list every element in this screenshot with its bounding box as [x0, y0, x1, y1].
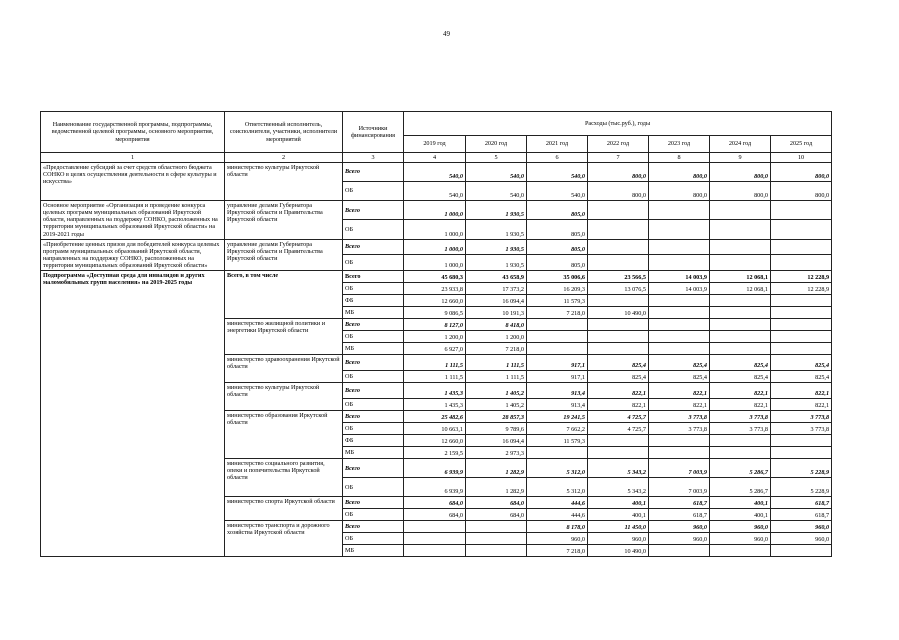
- amount-cell: 1 435,3: [404, 399, 466, 411]
- amount-cell: 3 773,8: [649, 411, 710, 423]
- funding-source: Всего: [343, 521, 404, 533]
- amount-cell: 960,0: [649, 533, 710, 545]
- funding-source: Всего: [343, 411, 404, 423]
- amount-cell: [710, 435, 771, 447]
- amount-cell: 1 930,5: [466, 201, 527, 220]
- amount-cell: 1 200,0: [466, 331, 527, 343]
- amount-cell: 960,0: [710, 533, 771, 545]
- amount-cell: 825,4: [649, 355, 710, 371]
- funding-source: Всего: [343, 497, 404, 509]
- amount-cell: 9 789,6: [466, 423, 527, 435]
- amount-cell: [404, 545, 466, 557]
- amount-cell: 800,0: [710, 163, 771, 182]
- amount-cell: [527, 343, 588, 355]
- amount-cell: 12 068,1: [710, 283, 771, 295]
- amount-cell: 7 218,0: [527, 545, 588, 557]
- amount-cell: 825,4: [771, 355, 832, 371]
- amount-cell: 5 343,2: [588, 459, 649, 478]
- header-responsible: Ответственный исполнитель, соисполнители, участники, исполнители мероприятий: [225, 112, 343, 153]
- amount-cell: 540,0: [404, 163, 466, 182]
- header-expenses: Расходы (тыс.руб.), годы: [404, 112, 832, 136]
- amount-cell: 5 343,2: [588, 478, 649, 497]
- amount-cell: [771, 201, 832, 220]
- amount-cell: [649, 545, 710, 557]
- column-number: 2: [225, 153, 343, 163]
- funding-source: Всего: [343, 383, 404, 399]
- amount-cell: [710, 255, 771, 271]
- amount-cell: 822,1: [588, 399, 649, 411]
- amount-cell: 11 579,3: [527, 435, 588, 447]
- amount-cell: [771, 319, 832, 331]
- header-year: 2019 год: [404, 135, 466, 152]
- amount-cell: [527, 447, 588, 459]
- executor-name: министерство культуры Иркутской области: [225, 163, 343, 201]
- amount-cell: 7 218,0: [527, 307, 588, 319]
- amount-cell: 825,4: [710, 355, 771, 371]
- funding-source: Всего: [343, 319, 404, 331]
- amount-cell: 1 111,5: [466, 355, 527, 371]
- amount-cell: [771, 331, 832, 343]
- column-number: 5: [466, 153, 527, 163]
- amount-cell: 800,0: [771, 163, 832, 182]
- column-number: 4: [404, 153, 466, 163]
- executor-name: министерство спорта Иркутской области: [225, 497, 343, 521]
- amount-cell: 1 930,5: [466, 255, 527, 271]
- funding-source: ОБ: [343, 182, 404, 201]
- amount-cell: 11 450,0: [588, 521, 649, 533]
- amount-cell: 1 282,9: [466, 459, 527, 478]
- amount-cell: 684,0: [404, 509, 466, 521]
- executor-name: управление делами Губернатора Иркутской области и Правительства Иркутской области: [225, 239, 343, 271]
- amount-cell: 6 939,9: [404, 478, 466, 497]
- amount-cell: 805,0: [527, 239, 588, 255]
- amount-cell: 400,1: [588, 509, 649, 521]
- amount-cell: [466, 533, 527, 545]
- measure-name: «Предоставление субсидий за счет средств областного бюджета СОНКО в целях осуществления деятельности в сфере культуры и искусства»: [41, 163, 225, 201]
- funding-source: ОБ: [343, 220, 404, 239]
- funding-source: Всего: [343, 271, 404, 283]
- funding-source: ОБ: [343, 255, 404, 271]
- column-number: 10: [771, 153, 832, 163]
- amount-cell: 618,7: [771, 497, 832, 509]
- amount-cell: [588, 343, 649, 355]
- funding-source: ОБ: [343, 533, 404, 545]
- executor-name: управление делами Губернатора Иркутской области и Правительства Иркутской области: [225, 201, 343, 240]
- amount-cell: 917,1: [527, 355, 588, 371]
- amount-cell: 6 939,9: [404, 459, 466, 478]
- amount-cell: 684,0: [404, 497, 466, 509]
- amount-cell: 3 773,8: [771, 411, 832, 423]
- amount-cell: 11 579,3: [527, 295, 588, 307]
- amount-cell: 14 003,9: [649, 271, 710, 283]
- amount-cell: [771, 239, 832, 255]
- amount-cell: 800,0: [710, 182, 771, 201]
- amount-cell: [710, 447, 771, 459]
- amount-cell: 822,1: [588, 383, 649, 399]
- amount-cell: 822,1: [771, 383, 832, 399]
- funding-source: МБ: [343, 447, 404, 459]
- header-year: 2020 год: [466, 135, 527, 152]
- amount-cell: 618,7: [771, 509, 832, 521]
- amount-cell: [649, 239, 710, 255]
- amount-cell: 913,4: [527, 383, 588, 399]
- executor-name: министерство транспорта и дорожного хозяйства Иркутской области: [225, 521, 343, 557]
- amount-cell: [404, 533, 466, 545]
- amount-cell: [771, 447, 832, 459]
- amount-cell: [771, 307, 832, 319]
- table-body: [41, 112, 832, 557]
- amount-cell: 12 660,0: [404, 295, 466, 307]
- amount-cell: 8 178,0: [527, 521, 588, 533]
- amount-cell: 14 003,9: [649, 283, 710, 295]
- funding-source: Всего: [343, 355, 404, 371]
- amount-cell: 822,1: [710, 399, 771, 411]
- header-year: 2024 год: [710, 135, 771, 152]
- amount-cell: 400,1: [588, 497, 649, 509]
- amount-cell: 684,0: [466, 509, 527, 521]
- amount-cell: 5 286,7: [710, 478, 771, 497]
- amount-cell: 444,6: [527, 497, 588, 509]
- amount-cell: [588, 220, 649, 239]
- amount-cell: 1 930,5: [466, 239, 527, 255]
- funding-source: ФБ: [343, 295, 404, 307]
- amount-cell: 540,0: [466, 163, 527, 182]
- amount-cell: 800,0: [771, 182, 832, 201]
- amount-cell: [649, 343, 710, 355]
- amount-cell: 618,7: [649, 509, 710, 521]
- amount-cell: 5 228,9: [771, 478, 832, 497]
- amount-cell: 618,7: [649, 497, 710, 509]
- table-row: [41, 271, 832, 283]
- column-number: 7: [588, 153, 649, 163]
- amount-cell: 822,1: [710, 383, 771, 399]
- amount-cell: 960,0: [710, 521, 771, 533]
- amount-cell: 1 111,5: [404, 371, 466, 383]
- amount-cell: 1 111,5: [466, 371, 527, 383]
- header-name: Наименование государственной программы, подпрограммы, ведомственной целевой программы, основного мероприятия, мероприятия: [41, 112, 225, 153]
- amount-cell: 1 282,9: [466, 478, 527, 497]
- amount-cell: 4 725,7: [588, 423, 649, 435]
- amount-cell: 540,0: [527, 182, 588, 201]
- amount-cell: 7 003,9: [649, 459, 710, 478]
- amount-cell: 10 490,0: [588, 307, 649, 319]
- amount-cell: 17 373,2: [466, 283, 527, 295]
- header-row-1: [41, 112, 832, 136]
- column-number: 8: [649, 153, 710, 163]
- funding-source: ОБ: [343, 331, 404, 343]
- amount-cell: 7 662,2: [527, 423, 588, 435]
- funding-source: ОБ: [343, 509, 404, 521]
- column-number-row: [41, 153, 832, 163]
- funding-source: Всего: [343, 163, 404, 182]
- amount-cell: [404, 521, 466, 533]
- amount-cell: 5 312,0: [527, 478, 588, 497]
- amount-cell: 12 068,1: [710, 271, 771, 283]
- amount-cell: [649, 319, 710, 331]
- amount-cell: 960,0: [649, 521, 710, 533]
- amount-cell: 4 725,7: [588, 411, 649, 423]
- amount-cell: 16 094,4: [466, 435, 527, 447]
- header-year: 2023 год: [649, 135, 710, 152]
- amount-cell: 805,0: [527, 201, 588, 220]
- amount-cell: 5 312,0: [527, 459, 588, 478]
- amount-cell: 960,0: [527, 533, 588, 545]
- amount-cell: [649, 255, 710, 271]
- funding-source: МБ: [343, 307, 404, 319]
- amount-cell: 16 209,3: [527, 283, 588, 295]
- amount-cell: 45 680,3: [404, 271, 466, 283]
- funding-source: ФБ: [343, 435, 404, 447]
- amount-cell: 1 200,0: [404, 331, 466, 343]
- amount-cell: 822,1: [649, 383, 710, 399]
- amount-cell: [588, 447, 649, 459]
- amount-cell: [771, 545, 832, 557]
- amount-cell: 1 405,2: [466, 383, 527, 399]
- amount-cell: 19 241,5: [527, 411, 588, 423]
- amount-cell: 825,4: [588, 355, 649, 371]
- funding-source: ОБ: [343, 478, 404, 497]
- amount-cell: 8 127,0: [404, 319, 466, 331]
- amount-cell: [710, 319, 771, 331]
- amount-cell: 7 218,0: [466, 343, 527, 355]
- amount-cell: 23 933,8: [404, 283, 466, 295]
- amount-cell: [771, 435, 832, 447]
- executor-name: министерство культуры Иркутской области: [225, 383, 343, 411]
- executor-name: министерство жилищной политики и энергетики Иркутской области: [225, 319, 343, 355]
- funding-source: ОБ: [343, 283, 404, 295]
- amount-cell: 825,4: [710, 371, 771, 383]
- executor-name: Всего, в том числе: [225, 271, 343, 319]
- amount-cell: 1 405,2: [466, 399, 527, 411]
- amount-cell: 800,0: [588, 182, 649, 201]
- budget-table: [40, 111, 832, 557]
- amount-cell: 12 228,9: [771, 283, 832, 295]
- amount-cell: 8 418,0: [466, 319, 527, 331]
- amount-cell: [710, 331, 771, 343]
- funding-source: МБ: [343, 545, 404, 557]
- amount-cell: 35 006,6: [527, 271, 588, 283]
- amount-cell: 3 773,8: [710, 411, 771, 423]
- amount-cell: 540,0: [404, 182, 466, 201]
- amount-cell: [649, 307, 710, 319]
- amount-cell: 825,4: [649, 371, 710, 383]
- funding-source: Всего: [343, 239, 404, 255]
- measure-name: Основное мероприятие «Организация и проведение конкурса целевых программ муниципальных образований Иркутской области, направленных на поддержку СОНКО, расположенных на территории муниципальных образований Иркутской области» на 2019-2021 годы: [41, 201, 225, 240]
- amount-cell: 825,4: [771, 371, 832, 383]
- amount-cell: [588, 255, 649, 271]
- amount-cell: [649, 435, 710, 447]
- amount-cell: [710, 545, 771, 557]
- amount-cell: 1 000,0: [404, 255, 466, 271]
- executor-name: министерство образования Иркутской области: [225, 411, 343, 459]
- amount-cell: 12 228,9: [771, 271, 832, 283]
- funding-source: ОБ: [343, 371, 404, 383]
- amount-cell: 28 857,3: [466, 411, 527, 423]
- amount-cell: 822,1: [771, 399, 832, 411]
- amount-cell: [710, 307, 771, 319]
- amount-cell: [771, 220, 832, 239]
- amount-cell: [771, 343, 832, 355]
- amount-cell: [466, 521, 527, 533]
- amount-cell: 960,0: [771, 521, 832, 533]
- amount-cell: 1 000,0: [404, 201, 466, 220]
- executor-name: министерство здравоохранения Иркутской области: [225, 355, 343, 383]
- amount-cell: 1 111,5: [404, 355, 466, 371]
- amount-cell: [649, 331, 710, 343]
- amount-cell: 1 435,3: [404, 383, 466, 399]
- amount-cell: 23 566,5: [588, 271, 649, 283]
- amount-cell: [710, 295, 771, 307]
- amount-cell: [710, 239, 771, 255]
- header-source: Источники финансирования: [343, 112, 404, 153]
- amount-cell: 1 930,5: [466, 220, 527, 239]
- amount-cell: 400,1: [710, 497, 771, 509]
- amount-cell: 400,1: [710, 509, 771, 521]
- measure-name: «Приобретение ценных призов для победителей конкурса целевых программ муниципальных образований Иркутской области, направленных на поддержку СОНКО, расположенных на территории муниципальных образований Иркутской области»: [41, 239, 225, 271]
- amount-cell: 825,4: [588, 371, 649, 383]
- amount-cell: 684,0: [466, 497, 527, 509]
- amount-cell: 5 228,9: [771, 459, 832, 478]
- table-row: [41, 239, 832, 255]
- amount-cell: 5 286,7: [710, 459, 771, 478]
- amount-cell: 805,0: [527, 220, 588, 239]
- amount-cell: 3 773,8: [710, 423, 771, 435]
- amount-cell: 2 159,5: [404, 447, 466, 459]
- measure-name: Подпрограмма «Доступная среда для инвалидов и других маломобильных групп населения» на 2019-2025 годы: [41, 271, 225, 557]
- amount-cell: 43 658,9: [466, 271, 527, 283]
- amount-cell: 10 191,3: [466, 307, 527, 319]
- amount-cell: [771, 255, 832, 271]
- amount-cell: 3 773,8: [649, 423, 710, 435]
- amount-cell: [588, 239, 649, 255]
- amount-cell: [649, 447, 710, 459]
- header-year: 2022 год: [588, 135, 649, 152]
- amount-cell: [588, 435, 649, 447]
- amount-cell: 540,0: [527, 163, 588, 182]
- amount-cell: 7 003,9: [649, 478, 710, 497]
- amount-cell: 1 000,0: [404, 239, 466, 255]
- amount-cell: [527, 331, 588, 343]
- amount-cell: 540,0: [466, 182, 527, 201]
- executor-name: министерство социального развития, опеки и попечительства Иркутской области: [225, 459, 343, 497]
- column-number: 1: [41, 153, 225, 163]
- funding-source: МБ: [343, 343, 404, 355]
- amount-cell: [649, 201, 710, 220]
- amount-cell: 444,6: [527, 509, 588, 521]
- amount-cell: [588, 331, 649, 343]
- amount-cell: 800,0: [588, 163, 649, 182]
- amount-cell: [588, 201, 649, 220]
- amount-cell: [649, 295, 710, 307]
- column-number: 3: [343, 153, 404, 163]
- amount-cell: [710, 343, 771, 355]
- table-row: [41, 163, 832, 182]
- table-row: [41, 201, 832, 220]
- amount-cell: 13 076,5: [588, 283, 649, 295]
- funding-source: ОБ: [343, 399, 404, 411]
- amount-cell: 960,0: [588, 533, 649, 545]
- column-number: 6: [527, 153, 588, 163]
- column-number: 9: [710, 153, 771, 163]
- amount-cell: 913,4: [527, 399, 588, 411]
- header-year: 2021 год: [527, 135, 588, 152]
- amount-cell: 12 660,0: [404, 435, 466, 447]
- amount-cell: 800,0: [649, 182, 710, 201]
- amount-cell: 960,0: [771, 533, 832, 545]
- amount-cell: 805,0: [527, 255, 588, 271]
- amount-cell: 2 973,3: [466, 447, 527, 459]
- amount-cell: 917,1: [527, 371, 588, 383]
- amount-cell: [649, 220, 710, 239]
- amount-cell: [466, 545, 527, 557]
- amount-cell: [588, 295, 649, 307]
- amount-cell: [710, 201, 771, 220]
- amount-cell: 16 094,4: [466, 295, 527, 307]
- amount-cell: 10 490,0: [588, 545, 649, 557]
- header-year: 2025 год: [771, 135, 832, 152]
- amount-cell: 25 482,6: [404, 411, 466, 423]
- amount-cell: 800,0: [649, 163, 710, 182]
- amount-cell: 10 663,1: [404, 423, 466, 435]
- page-number: 49: [443, 30, 450, 38]
- funding-source: Всего: [343, 201, 404, 220]
- funding-source: ОБ: [343, 423, 404, 435]
- amount-cell: 822,1: [649, 399, 710, 411]
- amount-cell: [527, 319, 588, 331]
- amount-cell: 1 000,0: [404, 220, 466, 239]
- funding-source: Всего: [343, 459, 404, 478]
- amount-cell: [710, 220, 771, 239]
- amount-cell: 6 927,0: [404, 343, 466, 355]
- amount-cell: [588, 319, 649, 331]
- amount-cell: 9 086,5: [404, 307, 466, 319]
- amount-cell: 3 773,8: [771, 423, 832, 435]
- amount-cell: [771, 295, 832, 307]
